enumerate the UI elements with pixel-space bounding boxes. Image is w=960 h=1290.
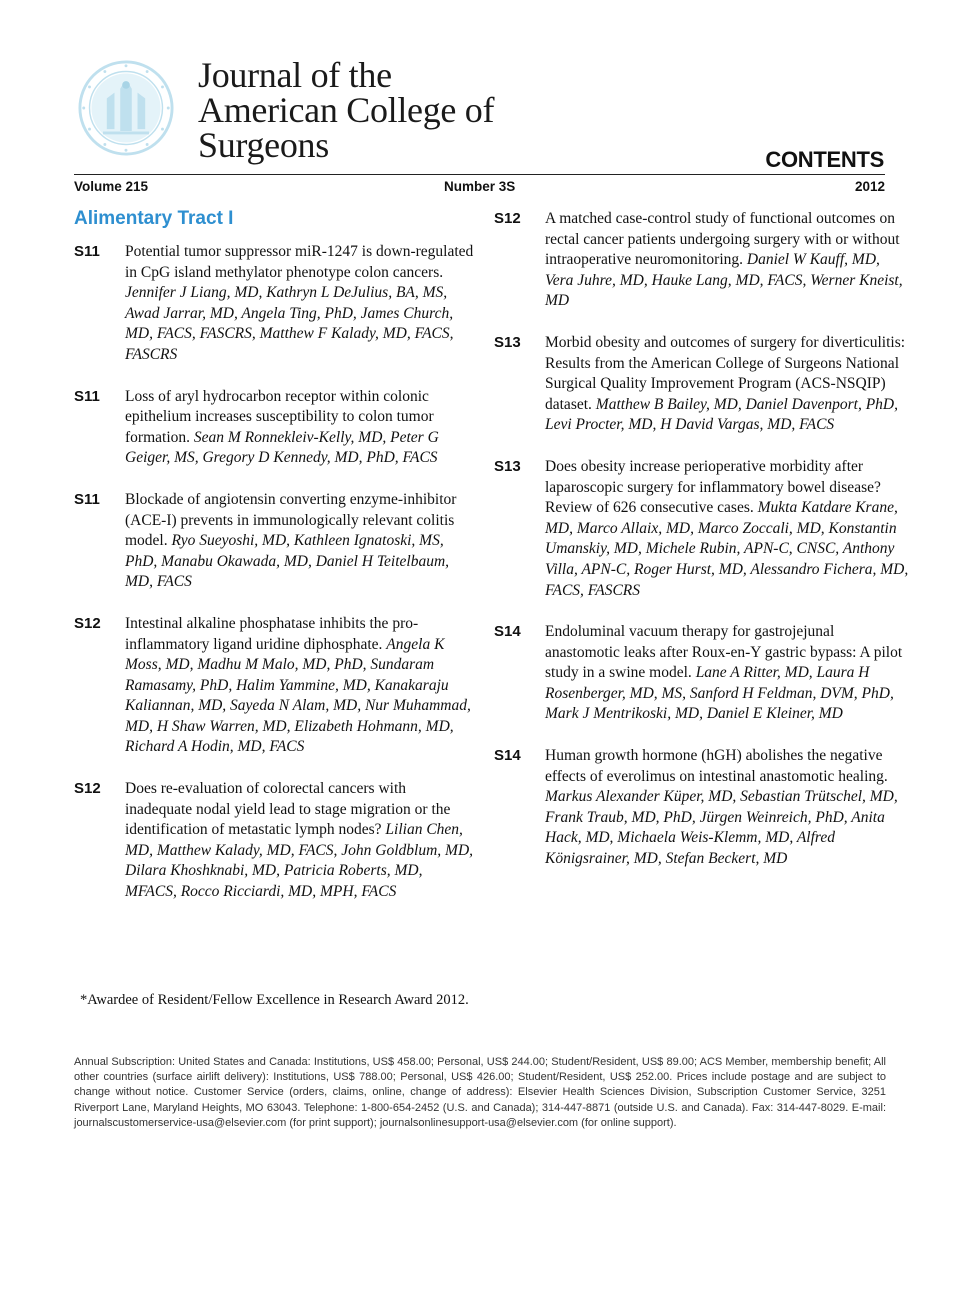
article-title: Blockade of angiotensin converting enzyme-inhibitor (ACE-I) prevents in immunologically relevant colitis model. — [125, 490, 457, 550]
issue-number-label: Number 3S — [444, 179, 516, 194]
article-title: Does re-evaluation of colorectal cancers with inadequate nodal yield lead to stage migration or the identification of metastatic lymph nodes? — [125, 780, 451, 839]
right-column — [494, 209, 909, 891]
article-authors: Lilian Chen, MD, Matthew Kalady, MD, FACS, John Goldblum, MD, Dilara Khoshknabi, MD, Patricia Roberts, MD, MFACS, Rocco Ricciardi, MD, MPH, FACS — [125, 821, 474, 901]
toc-entry[interactable] — [494, 209, 904, 312]
header-rule — [74, 174, 885, 175]
article-authors: Jennifer J Liang, MD, Kathryn L DeJulius, BA, MS, Awad Jarrar, MD, Angela Ting, PhD, James Church, MD, FACS, FASCRS, Matthew F Kalady, MD, FACS, FASCRS — [125, 284, 454, 363]
article-authors: Mukta Katdare Krane, MD, Marco Allaix, MD, Marco Zoccali, MD, Konstantin Umanskiy, MD, Michele Rubin, APN-C, CNSC, Anthony Villa, APN-C, Roger Hurst, MD, Alessandro Fichera, MD, FACS, FASCRS — [545, 499, 909, 599]
page-number: S13 — [494, 457, 521, 475]
toc-entry[interactable] — [494, 622, 904, 725]
page-number: S12 — [494, 210, 521, 227]
issue-info — [74, 179, 885, 197]
article-title: Loss of aryl hydrocarbon receptor within colonic epithelium increases susceptibility to colon tumor formation. — [125, 387, 434, 446]
award-footnote: *Awardee of Resident/Fellow Excellence in Research Award 2012. — [80, 992, 469, 1008]
section-heading: Alimentary Tract I — [74, 208, 234, 229]
left-column — [74, 242, 474, 924]
journal-title: Journal of the American College of Surgeons — [198, 55, 495, 165]
article-title: A matched case-control study of functional outcomes on rectal cancer patients undergoing surgery with or without intraoperative neuromonitoring. — [545, 210, 900, 269]
page-number: S11 — [74, 387, 100, 405]
article-authors: Matthew B Bailey, MD, Daniel Davenport, PhD, Levi Procter, MD, H David Vargas, MD, FACS — [545, 395, 898, 434]
article-authors: Ryo Sueyoshi, MD, Kathleen Ignatoski, MS, PhD, Manabu Okawada, MD, Daniel H Teitelbaum, MD, FACS — [125, 532, 450, 591]
toc-entry[interactable] — [494, 333, 904, 436]
article-title: Does obesity increase perioperative morbidity after laparoscopic surgery for inflammatory bowel disease? Review of 626 consecutive cases. — [545, 457, 881, 517]
article-authors: Daniel W Kauff, MD, Vera Juhre, MD, Hauke Lang, MD, FACS, Werner Kneist, MD — [545, 251, 903, 310]
page-number: S13 — [494, 333, 521, 351]
article-title: Intestinal alkaline phosphatase inhibits the pro-inflammatory ligand uridine diphosphate. — [125, 614, 419, 653]
toc-entry[interactable] — [74, 242, 474, 366]
toc-entry[interactable] — [74, 387, 474, 469]
page-number: S11 — [74, 490, 100, 508]
toc-entry[interactable] — [74, 779, 474, 903]
year-label: 2012 — [854, 179, 885, 194]
volume-label: Volume 215 — [74, 179, 149, 194]
page-number: S12 — [74, 614, 101, 632]
page-number: S14 — [494, 623, 521, 641]
page-number: S14 — [494, 747, 521, 765]
subscription-info: Annual Subscription: United States and Canada: Institutions, US$ 458.00; Personal, US$ 244.00; Student/Resident, US$ 89.00; ACS Member, membership benefit; All other countries (surface airlift delivery): Institutions, US$ 788.00; Personal, US$ 426.00; Student/Resident, US$ 252.00. Prices include postage and are subject to change without notice. Customer Service (orders, claims, online, change of address): Elsevier Health Sciences Division, Subscription Customer Service, 3251 Riverport Lane, Maryland Heights, MO 63043. Telephone: 1-800-654-2452 (U.S. and Canada); 314-447-8871 (outside U.S. and Canada). Fax: 314-447-8029. E-mail: journalscustomerservice-usa@elsevier.com (for print support); journalsonlinesupport-usa@elsevier.com (for online support). — [74, 1056, 886, 1129]
toc-entry[interactable] — [74, 614, 474, 758]
contents-label: CONTENTS — [765, 147, 884, 172]
page-number: S11 — [74, 243, 100, 260]
toc-entry[interactable] — [494, 457, 909, 601]
article-title: Potential tumor suppressor miR-1247 is down-regulated in CpG island methylator phenotype colon cancers. — [125, 243, 474, 281]
toc-entry[interactable] — [494, 746, 904, 870]
article-authors: Lane A Ritter, MD, Laura H Rosenberger, MD, MS, Sanford H Feldman, DVM, PhD, Mark J Mentrikoski, MD, Daniel E Kleiner, MD — [545, 664, 894, 723]
article-authors: Markus Alexander Küper, MD, Sebastian Trütschel, MD, Frank Traub, MD, PhD, Jürgen Weinreich, PhD, Anita Hack, MD, Michaela Weis-Klemm, MD, Alfred Königsrainer, MD, Stefan Beckert, MD — [545, 788, 898, 868]
article-authors: Sean M Ronnekleiv-Kelly, MD, Peter G Geiger, MS, Gregory D Kennedy, MD, PhD, FACS — [125, 428, 439, 467]
article-title: Human growth hormone (hGH) abolishes the negative effects of everolimus on intestinal anastomotic healing. — [545, 747, 888, 785]
acs-seal-icon — [78, 60, 174, 156]
page-number: S12 — [74, 780, 101, 798]
article-authors: Angela K Moss, MD, Madhu M Malo, MD, PhD, Sundaram Ramasamy, PhD, Halim Yammine, MD, Kanakaraju Kaliannan, MD, Sayeda N Alam, MD, Nur Muhammad, MD, H Shaw Warren, MD, Elizabeth Hohmann, MD, Richard A Hodin, MD, FACS — [125, 635, 471, 756]
article-title: Morbid obesity and outcomes of surgery for diverticulitis: Results from the American College of Surgeons National Surgical Quality Improvement Program (ACS-NSQIP) dataset. — [545, 333, 906, 413]
toc-entry[interactable] — [74, 490, 474, 593]
article-title: Endoluminal vacuum therapy for gastrojejunal anastomotic leaks after Roux-en-Y gastric bypass: A pilot study in a swine model. — [545, 623, 903, 682]
